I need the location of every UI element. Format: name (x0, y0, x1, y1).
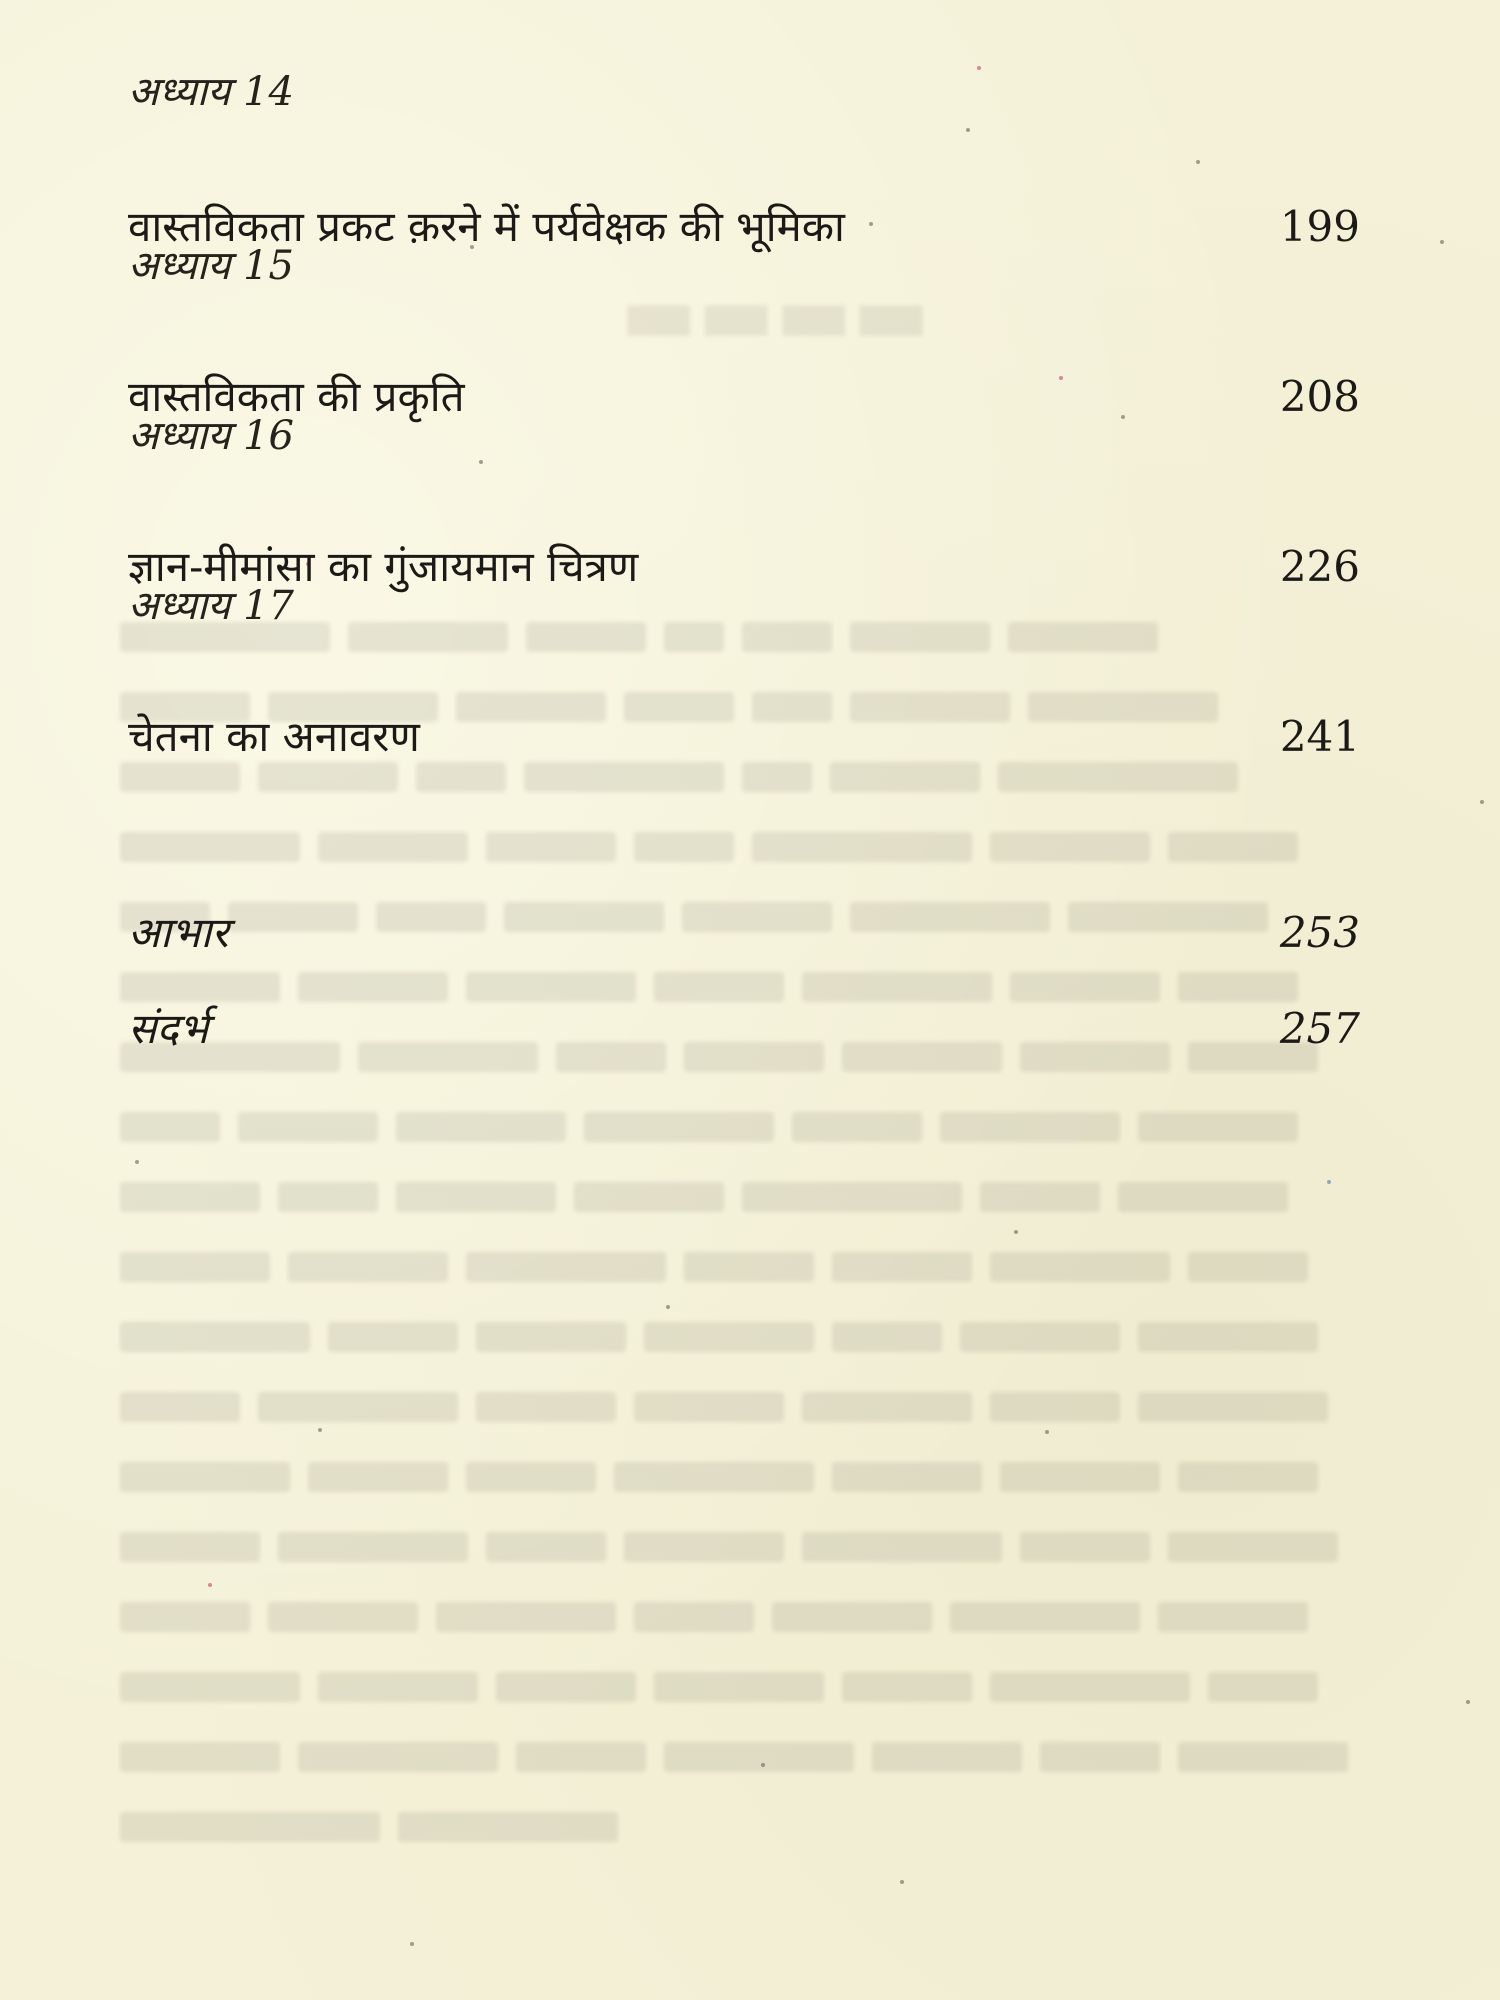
page-number: 208 (1279, 372, 1360, 421)
chapter-label: अध्याय 16 (128, 413, 294, 459)
acknowledgements-title[interactable]: आभार (128, 908, 229, 957)
chapter-label: अध्याय 15 (128, 243, 294, 289)
chapter-title[interactable]: ज्ञान-मीमांसा का गुंजायमान चित्रण (128, 542, 639, 591)
chapter-title[interactable]: वास्तविकता की प्रकृति (128, 372, 465, 421)
references-title[interactable]: संदर्भ (128, 1004, 209, 1053)
page-number: 241 (1279, 712, 1360, 761)
page-number: 199 (1279, 202, 1360, 251)
chapter-title[interactable]: चेतना का अनावरण (128, 712, 420, 761)
page-number: 226 (1279, 542, 1360, 591)
page-number: 257 (1279, 1004, 1360, 1053)
chapter-label: अध्याय 17 (128, 583, 294, 629)
chapter-title[interactable]: वास्तविकता प्रकट क़रने में पर्यवेक्षक की भूमिका (128, 202, 845, 251)
page-number: 253 (1279, 908, 1360, 957)
chapter-label: अध्याय 14 (128, 69, 294, 115)
show-through-heading: ▬▬▬▬ (620, 267, 930, 362)
